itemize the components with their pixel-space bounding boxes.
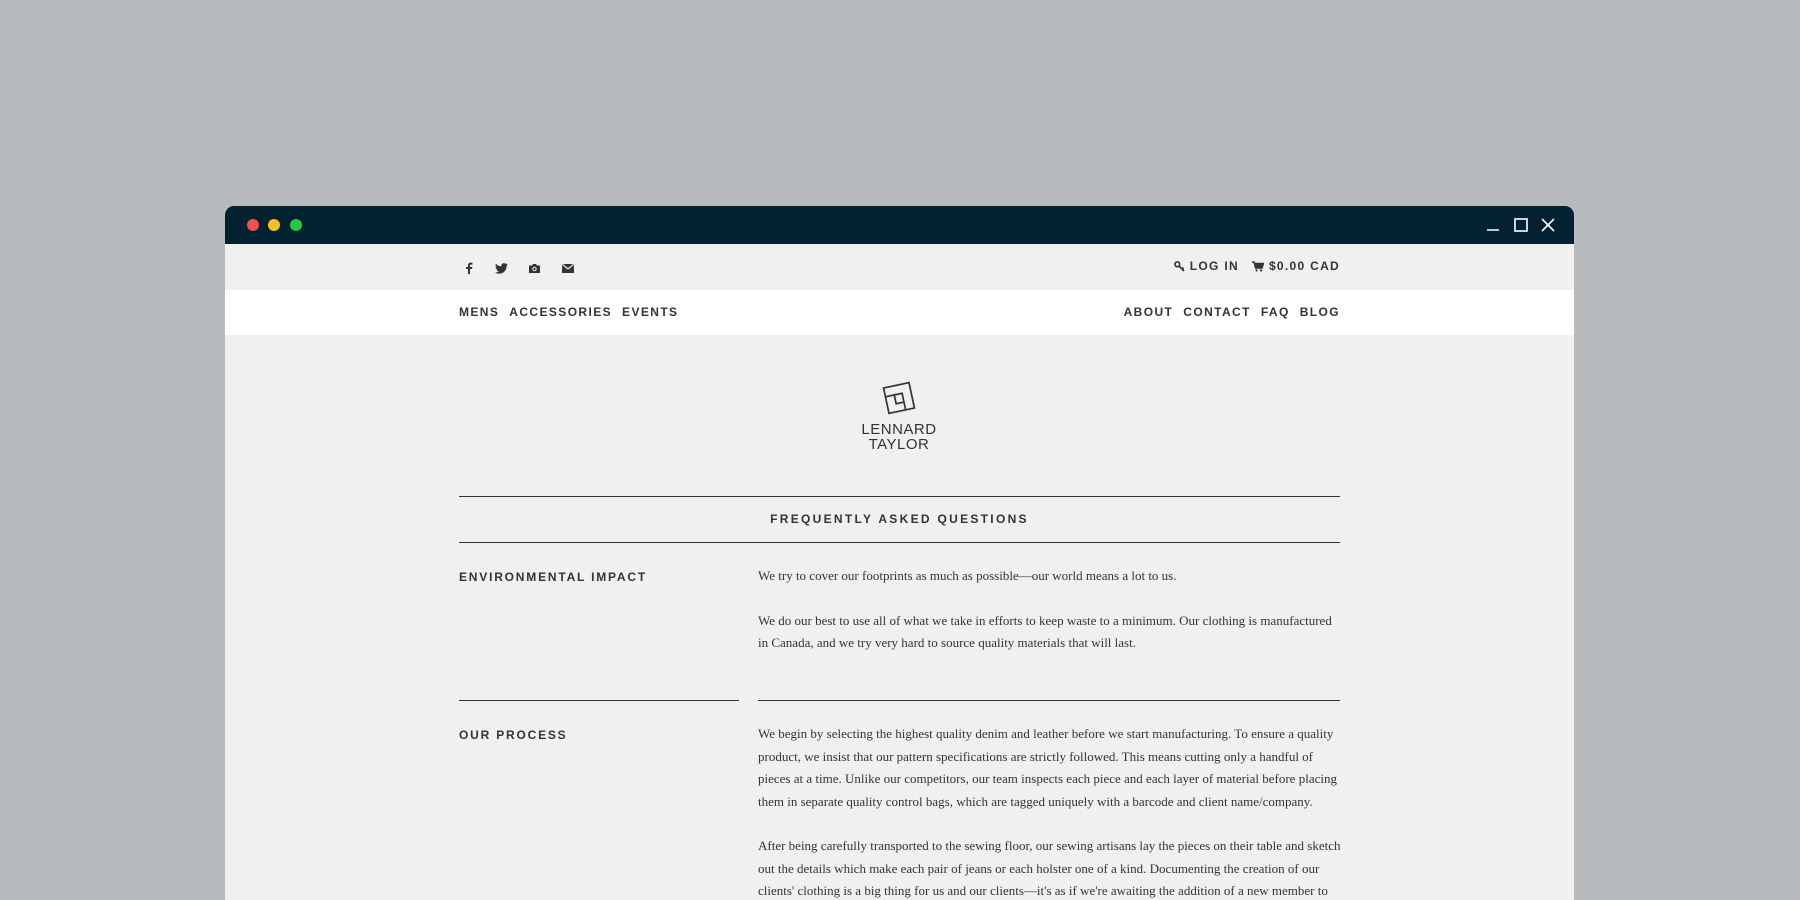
faq-label-divider <box>459 700 739 701</box>
zoom-traffic-light[interactable] <box>290 219 302 231</box>
faq-label-environmental-impact: ENVIRONMENTAL IMPACT <box>459 570 647 584</box>
nav-item-about[interactable]: ABOUT <box>1123 305 1174 319</box>
minimize-icon[interactable] <box>1483 215 1503 235</box>
faq-paragraph: After being carefully transported to the sewing floor, our sewing artisans lay the pieces on their table and sketch out the details which make each pair of jeans or each holster one of a kind. Documenting the creation of our clients' clothing is a big thing for us and our clients—it's as if we're awaiting the addition of a new member to <box>758 838 1341 898</box>
nav-item-accessories[interactable]: ACCESSORIES <box>509 305 613 319</box>
page-title: FREQUENTLY ASKED QUESTIONS <box>770 512 1029 526</box>
facebook-icon[interactable] <box>459 259 478 277</box>
key-icon <box>1174 261 1185 272</box>
twitter-icon[interactable] <box>492 259 511 277</box>
faq-paragraph: We begin by selecting the highest quality denim and leather before we start manufacturing. To ensure a quality product, we insist that our pattern specifications are strictly followed. This means cutting only a handful of pieces at a time. Unlike our competitors, our team inspects each piece and each layer of material before placing them in separate quality control bags, which are tagged uniquely with a barcode and client name/company. <box>758 726 1337 809</box>
nav-right <box>1124 305 1340 319</box>
browser-window <box>225 206 1574 900</box>
minimize-traffic-light[interactable] <box>268 219 280 231</box>
nav-item-contact[interactable]: CONTACT <box>1183 305 1251 319</box>
cart-link[interactable] <box>1252 259 1340 273</box>
faq-answer-our-process <box>758 723 1342 900</box>
account-links <box>1174 259 1340 273</box>
camera-icon[interactable] <box>525 259 544 277</box>
heading-bottom-divider <box>459 542 1340 543</box>
login-label: LOG IN <box>1189 259 1239 273</box>
nav-item-faq[interactable]: FAQ <box>1260 305 1290 319</box>
utility-bar <box>225 244 1574 290</box>
nav-left <box>459 305 678 319</box>
faq-answer-environmental-impact <box>758 565 1342 677</box>
heading-top-divider <box>459 496 1340 497</box>
nav-item-mens[interactable]: MENS <box>459 305 500 319</box>
main-nav <box>225 290 1574 335</box>
faq-paragraph: We try to cover our footprints as much as possible—our world means a lot to us. <box>758 568 1177 583</box>
brand-logo[interactable] <box>859 380 939 452</box>
envelope-icon[interactable] <box>558 259 577 277</box>
faq-label-our-process: OUR PROCESS <box>459 728 568 742</box>
login-link[interactable] <box>1174 259 1239 273</box>
faq-body-divider <box>758 700 1340 701</box>
close-icon[interactable] <box>1538 215 1558 235</box>
faq-paragraph: We do our best to use all of what we take in efforts to keep waste to a minimum. Our clothing is manufactured in Canada, and we try very hard to source quality materials that will last. <box>758 612 1332 650</box>
social-links <box>459 259 577 277</box>
brand-name-line1: LENNARD <box>861 421 937 438</box>
titlebar <box>225 206 1574 244</box>
close-traffic-light[interactable] <box>247 219 259 231</box>
logo-mark-icon <box>881 380 917 416</box>
nav-item-events[interactable]: EVENTS <box>622 305 679 319</box>
cart-total: $0.00 CAD <box>1268 259 1340 273</box>
cart-icon <box>1252 261 1264 272</box>
nav-item-blog[interactable]: BLOG <box>1299 305 1340 319</box>
maximize-icon[interactable] <box>1511 215 1531 235</box>
brand-name-line2: TAYLOR <box>868 436 930 453</box>
